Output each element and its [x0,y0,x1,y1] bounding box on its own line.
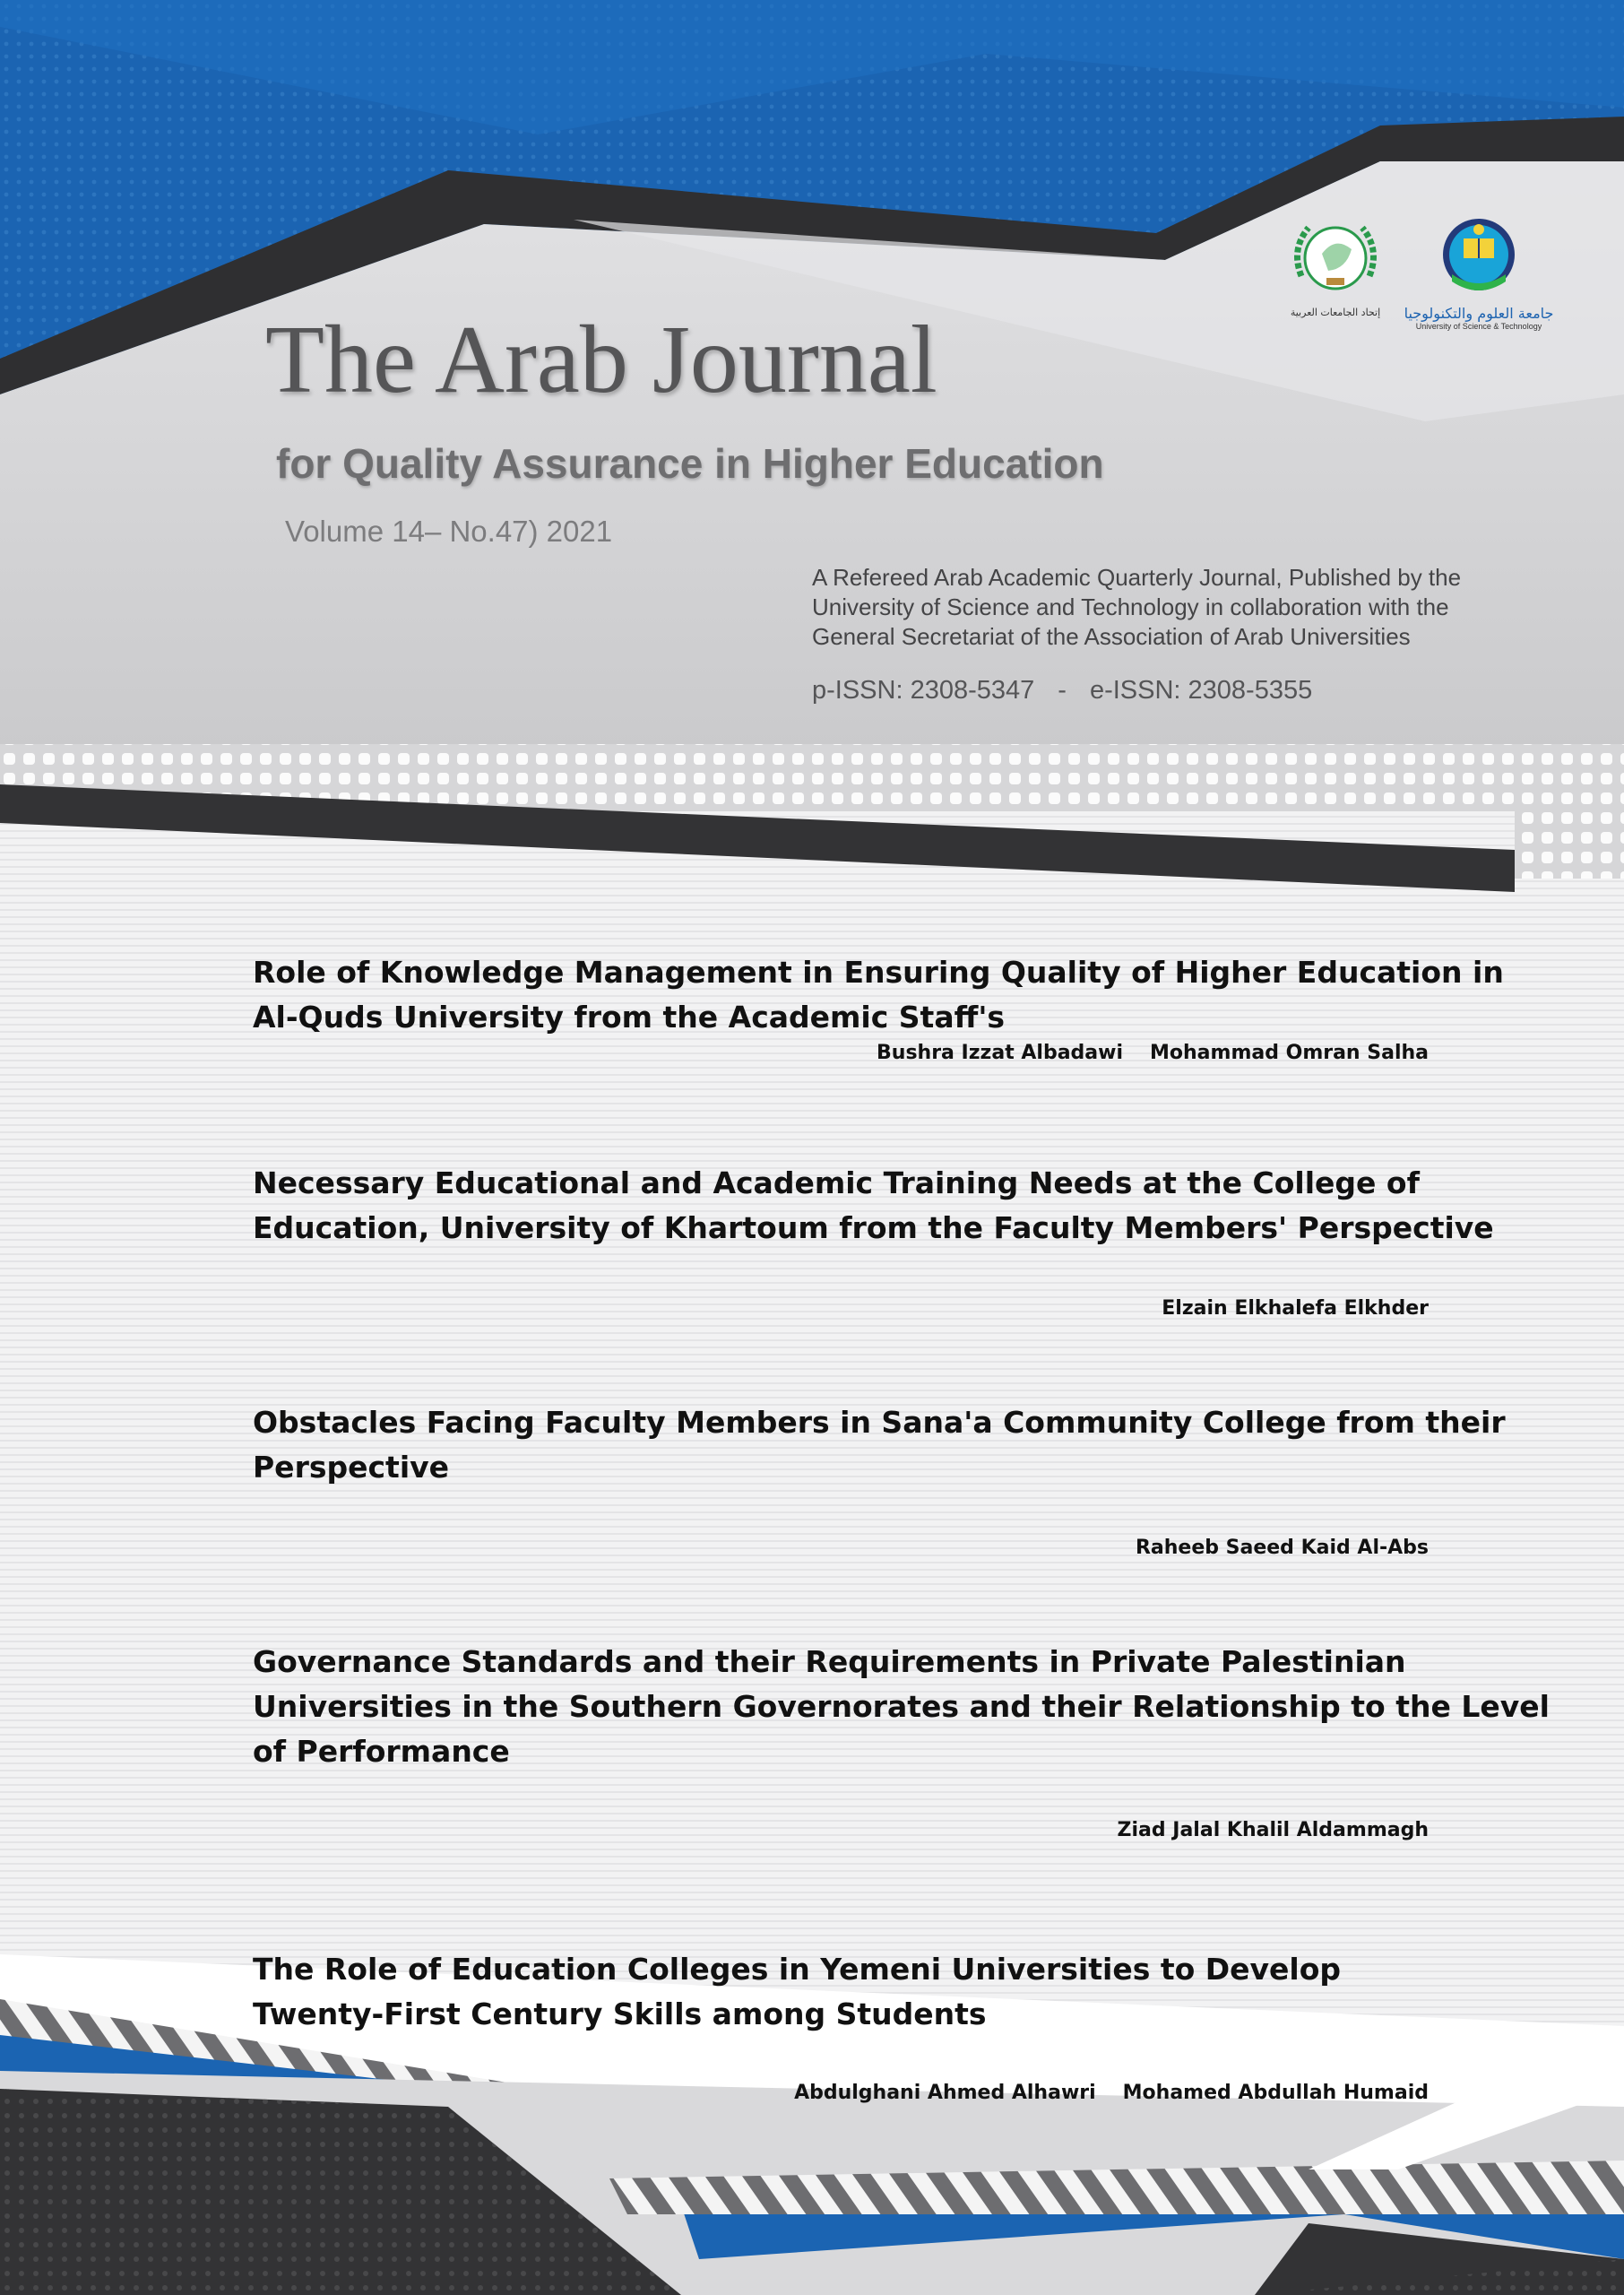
author-name: Ziad Jalal Khalil Aldammagh [1117,1819,1429,1841]
description-line: University of Science and Technology in collaboration with the [812,593,1449,620]
author-name: Mohamed Abdullah Humaid [1122,2082,1429,2104]
article-item [253,1947,1429,2104]
article-item [253,950,1504,1064]
journal-title: The Arab Journal [265,307,937,413]
article-title-line: Universities in the Southern Governorates and their Relationship to the Level [253,1689,1550,1724]
laurel-emblem-icon [1282,213,1389,303]
volume-info: Volume 14– No.47) 2021 [285,515,613,548]
university-logo [1398,212,1559,331]
author-name: Bushra Izzat Albadawi [877,1042,1123,1064]
article-title [253,1161,1494,1251]
article-title [253,1640,1550,1774]
article-title-line: Twenty-First Century Skills among Students [253,1996,987,2031]
author-name: Raheeb Saeed Kaid Al-Abs [1135,1537,1429,1559]
e-issn: e-ISSN: 2308-5355 [1089,676,1313,705]
description-line: General Secretariat of the Association of Arab Universities [812,623,1411,650]
university-emblem-icon [1430,212,1528,301]
article-title [253,950,1504,1040]
article-title-line: Al-Quds University from the Academic Staff's [253,1000,1006,1035]
article-item [253,1640,1550,1841]
association-label: إتحاد الجامعات العربية [1290,307,1381,318]
article-authors [1162,1297,1429,1320]
article-authors [877,1042,1429,1064]
article-title-line: Education, University of Khartoum from the Faculty Members' Perspective [253,1210,1494,1245]
article-authors [794,2082,1429,2104]
article-title-line: Governance Standards and their Requirements in Private Palestinian [253,1644,1406,1679]
article-title [253,1947,1429,2037]
article-authors [1118,1819,1429,1841]
article-authors [1136,1537,1429,1559]
author-name: Abdulghani Ahmed Alhawri [794,2082,1096,2104]
p-issn: p-ISSN: 2308-5347 [812,676,1035,705]
article-title-line: Perspective [253,1450,450,1485]
article-item [253,1161,1494,1320]
article-title-line: Role of Knowledge Management in Ensuring Quality of Higher Education in [253,955,1504,990]
journal-description [812,563,1511,652]
description-line: A Refereed Arab Academic Quarterly Journal, Published by the [812,564,1462,591]
university-label-en: University of Science & Technology [1415,322,1542,331]
article-title [253,1400,1506,1490]
association-logo [1273,213,1398,318]
journal-subtitle: for Quality Assurance in Higher Education [276,440,1104,487]
university-label-ar: جامعة العلوم والتكنولوجيا [1404,305,1554,322]
article-item [253,1400,1506,1559]
author-name: Mohammad Omran Salha [1150,1042,1429,1064]
author-name: Elzain Elkhalefa Elkhder [1162,1297,1429,1320]
article-title-line: Necessary Educational and Academic Training Needs at the College of [253,1165,1420,1200]
article-title-line: of Performance [253,1734,510,1769]
article-title-line: Obstacles Facing Faculty Members in Sana'a Community College from their [253,1405,1506,1440]
issn-separator: - [1058,676,1067,705]
article-title-line: The Role of Education Colleges in Yemeni Universities to Develop [253,1952,1342,1987]
issn-line [812,676,1312,706]
